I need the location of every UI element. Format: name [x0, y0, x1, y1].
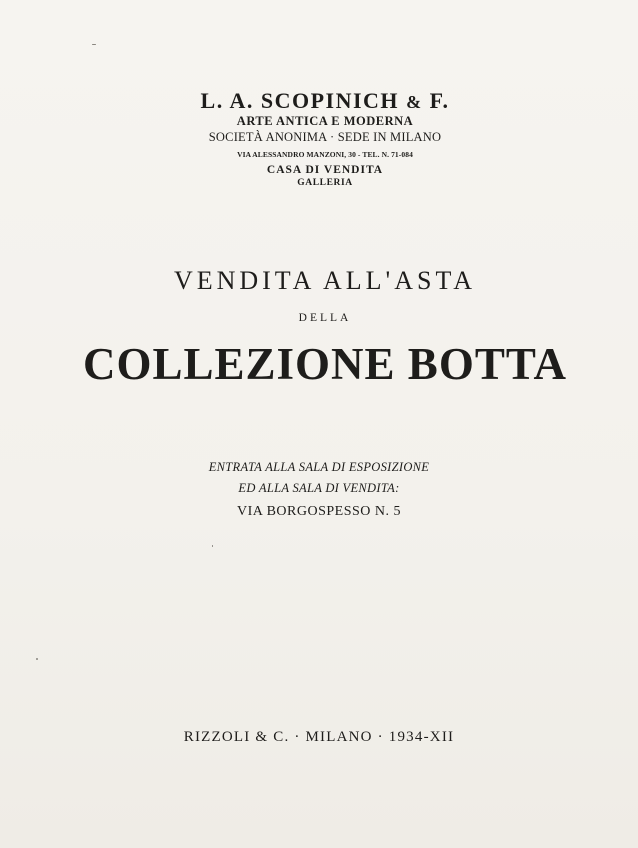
firm-name [6, 88, 638, 114]
company-description: SOCIETÀ ANONIMA · SEDE IN MILANO [208, 130, 442, 144]
sales-house: CASA DI VENDITA [266, 164, 384, 176]
collection-title: COLLEZIONE BOTTA [82, 339, 568, 389]
firm-address: VIA ALESSANDRO MANZONI, 30 - TEL. N. 71-084 [237, 150, 413, 159]
paper-speck [36, 658, 38, 660]
paper-speck [92, 44, 96, 45]
firm-tagline: ARTE ANTICA E MODERNA [236, 114, 414, 128]
firm-suffix: F. [429, 88, 450, 113]
entrance-line-2: ED ALLA SALA DI VENDITA: [238, 481, 400, 495]
publisher-imprint: RIZZOLI & C. · MILANO · 1934-XII [183, 729, 455, 745]
entrance-line-1: ENTRATA ALLA SALA DI ESPOSIZIONE [208, 460, 430, 474]
auction-heading: VENDITA ALL'ASTA [173, 266, 477, 295]
entrance-street: VIA BORGOSPESSO N. 5 [236, 504, 402, 519]
firm-ampersand: & [406, 92, 423, 112]
of-connector: DELLA [298, 312, 352, 324]
paper-speck [212, 545, 213, 547]
firm-name-text: L. A. SCOPINICH [200, 88, 400, 113]
gallery-label: GALLERIA [297, 178, 353, 188]
